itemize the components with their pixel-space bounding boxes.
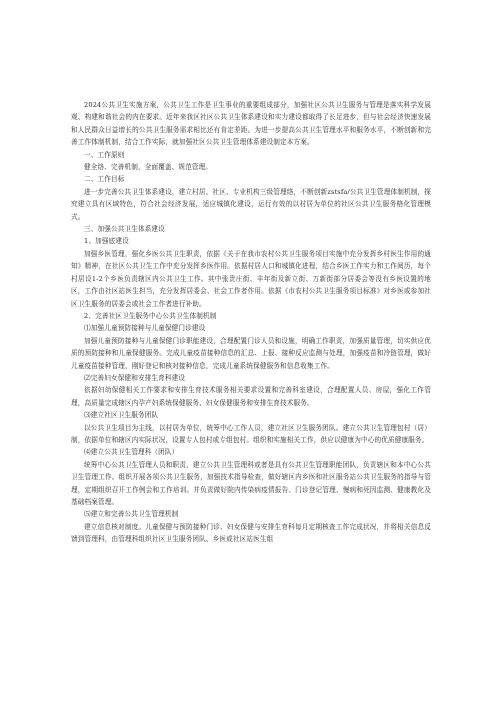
body-paragraph: 以公共卫生项目为主线，以村居为单位，统筹中心工作人员，建立社区卫生服务团队。建立公共卫生管理包村（居）制，依据单位和辖区内实际状况，设置专人包村或专组包村。组织和实施相关工作，供应以健康为中心的优质健康服务。 bbox=[71, 423, 431, 444]
document-body bbox=[71, 99, 431, 546]
body-paragraph: 加强儿童预防接种与儿童保健门诊职能建设，合理配置门诊人员和设施，明确工作职责，加强质量管理，切实供应优质的预防接种和儿童保健服务。完成儿童疫苗接种信息的汇总、上报、接种反应监测与处理，加强疫苗和冷链管理，做好儿童疫苗接种管理，刚好登记和核对接种信息，完成儿童系统保健服务和信息收集工作。 bbox=[71, 336, 431, 370]
body-paragraph: 统筹中心公共卫生管理人员和职责，建立公共卫生管理科或者是具有公共卫生管理职能团队，负责辖区和本中心公共卫生管理工作。组织开展各项公共卫生服务，加强技术指导检查，做好辖区内乡医和社区服务站公共卫生服务的指导与管理，定期组织召开工作例会和工作培训。并负责做好院内传染病疫情报告、门诊登记管理、慢病和死因监测、健康教化及基础档案管理。 bbox=[71, 460, 431, 506]
subsection-heading: 2、完善社区卫生服务中心公共卫生体制机制 bbox=[84, 311, 217, 320]
item-heading: ⑶建立社区卫生服务团队 bbox=[84, 411, 159, 420]
intro-paragraph: 2024公共卫生实施方案，公共卫生工作是卫生事业的重要组成部分，加强社区公共卫生服务与管理是落实科学发展观、构建和谐社会的内在要求。近年来我区社区公共卫生体系建设和实力建设都取得了长足进步，但与社会经济快速发展和人民群众日益增长的公共卫生服务需求相比还有肯定差距。为进一步提高公共卫生管理水平和服务水平，不断创新和完善工作体制机制，结合工作实际，就加强社区公共卫生管理体系建设制定本方案。 bbox=[71, 101, 431, 147]
body-paragraph: 建立信息核对制度。儿童保健与预防接种门诊、妇女保健与安排生育科每月定期核查工作完成状况，并将相关信息反馈到管理科，由管理科组织社区卫生服务团队、乡医或社区站医生组 bbox=[71, 522, 431, 544]
subsection-heading: 1、加强底建设 bbox=[84, 237, 129, 246]
item-heading: ⑵完善妇女保健和安排生育科建设 bbox=[84, 373, 186, 382]
body-paragraph: 进一步完善公共卫生体系建设，建立村居、社区、专业机构三级管理络，不断创新zstsfa/公共卫生管理体制机制，探究建立具有区域特色，符合社会经济发展，适应城镇化建设，运行有效的以村居为单位的社区公共卫生服务格化管理模式。 bbox=[71, 187, 431, 221]
item-heading: ⑷建立公共卫生管理科（团队） bbox=[84, 448, 179, 457]
body-paragraph: 依据妇幼保健相关工作要求和安排生育技术服务相关要求设置和完善科室建设，合理配置人员、房屋，强化工作管理，高质量完成辖区内孕产妇系统保健服务、妇女保健服务和安排生育技术服务。 bbox=[71, 386, 431, 407]
section-heading: 二、工作目标 bbox=[84, 175, 125, 184]
body-paragraph: 健全络、完善机制，全面覆盖、规范管理。 bbox=[84, 163, 213, 172]
section-heading: 三、加强公共卫生体系建设 bbox=[84, 225, 165, 234]
page-bottom-fade bbox=[0, 652, 500, 707]
section-heading: 一、工作原则 bbox=[84, 150, 125, 159]
item-heading: ⑸建立和完善公共卫生管理机制 bbox=[84, 510, 179, 519]
body-paragraph: 加强乡医管理，强化乡医公共卫生职责，依据《关于在我市农村公共卫生服务项目实施中充分发挥乡村医生作用的通知》精神，在社区公共卫生工作中充分发挥乡医作用。依据村居人口和城镇化进程，结合乡医工作实力和工作阅历，每个村居设1-2个乡医负责辖区内公共卫生工作。其中张贵庄街、丰年街及新立街、万新街部分居委会等没有乡医设置的地区，工作由社区站医生担当，充分发挥居委会、社会工作者作用。依据《市农村公共卫生服务项目标准》对乡医或参加社区卫生服务的居委会或社会工作者进行补助。 bbox=[71, 249, 431, 308]
item-heading: ⑴加强儿童预防接种与儿童保健门诊建设 bbox=[84, 324, 206, 333]
